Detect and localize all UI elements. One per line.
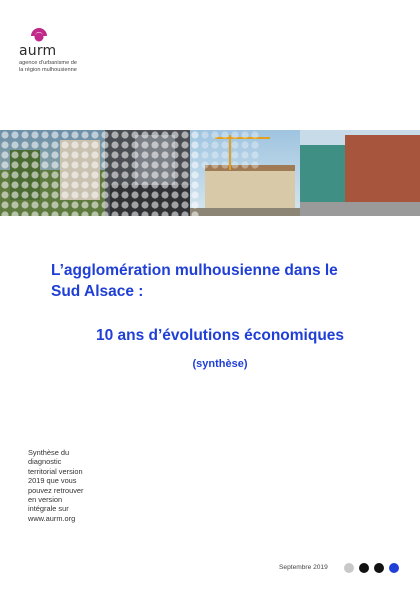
note-line: intégrale sur: [28, 504, 69, 514]
note-line: pouvez retrouver: [28, 485, 84, 495]
cover-subtitle: 10 ans d’évolutions économiques: [95, 327, 345, 344]
dot-icon-3: [374, 563, 384, 573]
dot-icon-4: [389, 563, 399, 573]
photo-collage-image: [0, 130, 420, 216]
note-line: 2019 que vous: [28, 476, 77, 486]
dot-icon-1: [344, 563, 354, 573]
cover-title: L’agglomération mulhousienne dans le Sud Alsace :: [51, 262, 338, 300]
note-line: en version: [28, 495, 63, 505]
aurm-logo: [19, 26, 129, 76]
publication-date: Septembre 2019: [279, 564, 328, 571]
brand-name: aurm: [19, 43, 57, 59]
cover-photo-strip: [0, 130, 420, 216]
brand-tagline: agence d'urbanisme de la région mulhousienne: [19, 60, 77, 73]
synthesis-note: [28, 448, 108, 523]
dot-icon-2: [359, 563, 369, 573]
note-line: diagnostic: [28, 457, 62, 467]
note-line: Synthèse du: [28, 448, 70, 457]
note-line: territorial version: [28, 466, 83, 476]
note-line-link[interactable]: www.aurm.org: [28, 513, 76, 523]
decorative-dots: [344, 563, 404, 575]
cover-synthese-label: (synthèse): [192, 358, 248, 370]
